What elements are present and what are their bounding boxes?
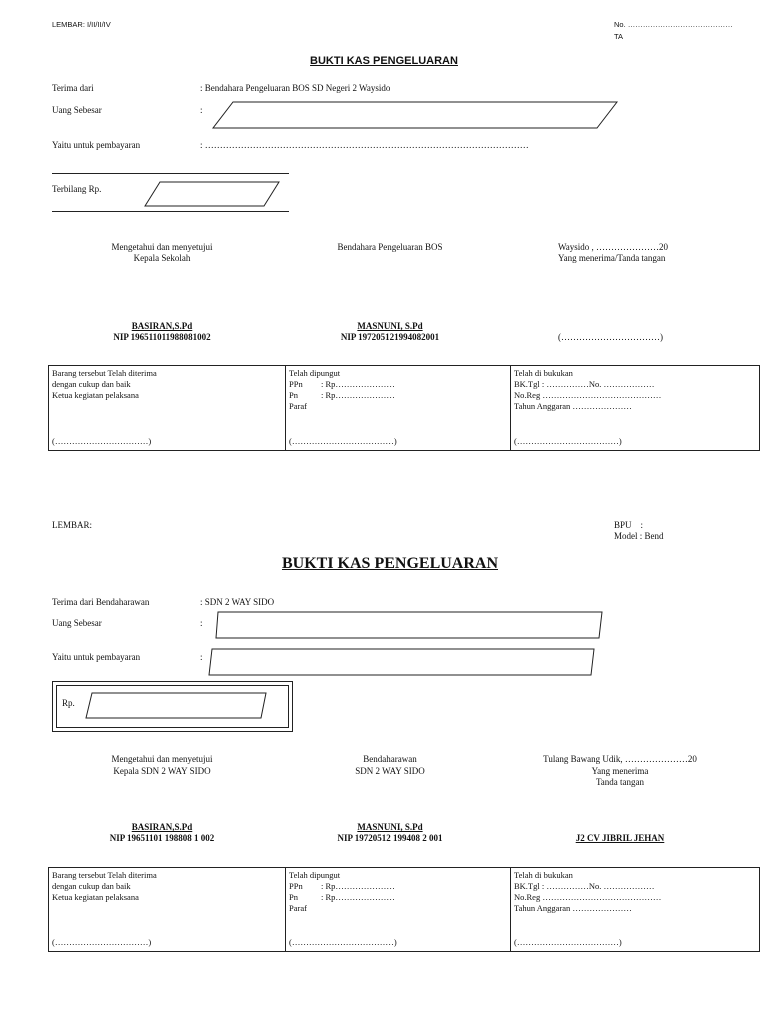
- bottom-col1-line: Ketua kegiatan pelaksana: [52, 892, 139, 902]
- bottom-name-mid: MASNUNI, S.Pd: [357, 822, 423, 832]
- top-col2-paraf: Paraf: [289, 401, 307, 411]
- top-purpose-label: Yaitu untuk pembayaran: [52, 140, 141, 150]
- top-col2-value: : Rp…………………: [321, 379, 395, 389]
- bottom-col1-line: dengan cukup dan baik: [52, 881, 131, 891]
- top-col1-line: Barang tersebut Telah diterima: [52, 368, 157, 378]
- top-purpose-value: : ………………………………………………………………………………………………: [200, 140, 529, 150]
- top-received-from-value: : Bendahara Pengeluaran BOS SD Negeri 2 Waysido: [200, 83, 391, 93]
- top-sig-mid-line1: Bendahara Pengeluaran BOS: [337, 242, 443, 252]
- bottom-col2-value: : Rp…………………: [321, 881, 395, 891]
- bottom-col3-line: BK.Tgl : ……………No. ………………: [514, 881, 655, 891]
- top-sig-right-line2: Yang menerima/Tanda tangan: [558, 253, 666, 263]
- top-col3-line: BK.Tgl : ……………No. ………………: [514, 379, 655, 389]
- bottom-amount-field[interactable]: [216, 612, 602, 638]
- top-sheet-label: LEMBAR: I/II/II/IV: [52, 20, 111, 29]
- bottom-model-label: Model : Bend: [614, 531, 664, 541]
- top-col2-foot: (………………………………): [289, 436, 397, 446]
- bottom-name-right: J2 CV JIBRIL JEHAN: [575, 833, 665, 843]
- top-col2-value: : Rp…………………: [321, 390, 395, 400]
- top-name-left: BASIRAN,S.Pd: [131, 321, 193, 331]
- bottom-col2-value: : Rp…………………: [321, 892, 395, 902]
- top-sig-left-line2: Kepala Sekolah: [133, 253, 191, 263]
- top-ta-label: TA: [614, 32, 624, 41]
- bottom-col2-title: Telah dipungut: [289, 870, 341, 880]
- top-sig-left-line1: Mengetahui dan menyetujui: [111, 242, 213, 252]
- bottom-title: BUKTI KAS PENGELUARAN: [281, 555, 499, 572]
- bottom-name-left: BASIRAN,S.Pd: [131, 822, 193, 832]
- bottom-sig-mid-line1: Bendaharawan: [363, 754, 417, 764]
- top-col3-line: Tahun Anggaran …………………: [514, 401, 632, 411]
- bottom-received-from-value: : SDN 2 WAY SIDO: [200, 597, 275, 607]
- top-col3-line: Telah di bukukan: [514, 368, 573, 378]
- bottom-sig-mid-line2: SDN 2 WAY SIDO: [355, 766, 425, 776]
- top-terbilang-field[interactable]: [145, 182, 279, 206]
- top-col2-label: Pn: [289, 390, 298, 400]
- top-col1-line: dengan cukup dan baik: [52, 379, 131, 389]
- bottom-col3-line: Telah di bukukan: [514, 870, 573, 880]
- bottom-amount-label: Uang Sebesar: [52, 618, 102, 628]
- top-amount-field[interactable]: [213, 102, 617, 128]
- top-amount-colon: :: [200, 105, 203, 115]
- top-name-right: (……………………………): [558, 332, 663, 342]
- bottom-col2-label: PPn: [289, 881, 303, 891]
- top-amount-label: Uang Sebesar: [52, 105, 102, 115]
- bottom-col2-label: Pn: [289, 892, 298, 902]
- top-sig-right-line1: Waysido , …………………20: [558, 242, 669, 252]
- bottom-purpose-colon: :: [200, 652, 203, 662]
- top-received-from-label: Terima dari: [52, 83, 94, 93]
- bottom-sig-left-line1: Mengetahui dan menyetujui: [111, 754, 213, 764]
- bottom-sig-right-line1: Tulang Bawang Udik, …………………20: [543, 754, 697, 764]
- top-nip-mid: NIP 197205121994082001: [340, 332, 440, 342]
- top-col1-line: Ketua kegiatan pelaksana: [52, 390, 139, 400]
- bottom-rp-label: Rp.: [62, 698, 75, 708]
- top-title: BUKTI KAS PENGELUARAN: [310, 55, 458, 67]
- bottom-col1-line: Barang tersebut Telah diterima: [52, 870, 157, 880]
- bottom-col2-foot: (………………………………): [289, 937, 397, 947]
- top-name-mid: MASNUNI, S.Pd: [357, 321, 423, 331]
- bottom-sig-right-line2: Yang menerima: [591, 766, 649, 776]
- bottom-rp-field[interactable]: [86, 693, 266, 718]
- bottom-sig-right-line3: Tanda tangan: [595, 777, 645, 787]
- bottom-purpose-label: Yaitu untuk pembayaran: [52, 652, 141, 662]
- top-no-label: No. ……………………………………: [614, 20, 733, 29]
- bottom-col3-foot: (………………………………): [514, 937, 622, 947]
- bottom-purpose-field[interactable]: [209, 649, 594, 675]
- top-col3-line: No.Reg ……………………………………: [514, 390, 662, 400]
- top-col3-foot: (………………………………): [514, 436, 622, 446]
- top-col1-foot: (……………………………): [52, 436, 152, 446]
- top-col2-title: Telah dipungut: [289, 368, 341, 378]
- top-nip-left: NIP 196511011988081002: [113, 332, 211, 342]
- bottom-nip-mid: NIP 19720512 199408 2 001: [337, 833, 443, 843]
- bottom-col3-line: No.Reg ……………………………………: [514, 892, 662, 902]
- bottom-col3-line: Tahun Anggaran …………………: [514, 903, 632, 913]
- bottom-sig-left-line2: Kepala SDN 2 WAY SIDO: [113, 766, 211, 776]
- bottom-received-from-label: Terima dari Bendaharawan: [52, 597, 150, 607]
- bottom-nip-left: NIP 19651101 198808 1 002: [109, 833, 215, 843]
- bottom-bpu-label: BPU :: [614, 520, 644, 530]
- bottom-col2-paraf: Paraf: [289, 903, 307, 913]
- bottom-sheet-label: LEMBAR:: [52, 520, 93, 530]
- bottom-amount-colon: :: [200, 618, 203, 628]
- bottom-col1-foot: (……………………………): [52, 937, 152, 947]
- top-col2-label: PPn: [289, 379, 303, 389]
- top-terbilang-label: Terbilang Rp.: [52, 184, 102, 194]
